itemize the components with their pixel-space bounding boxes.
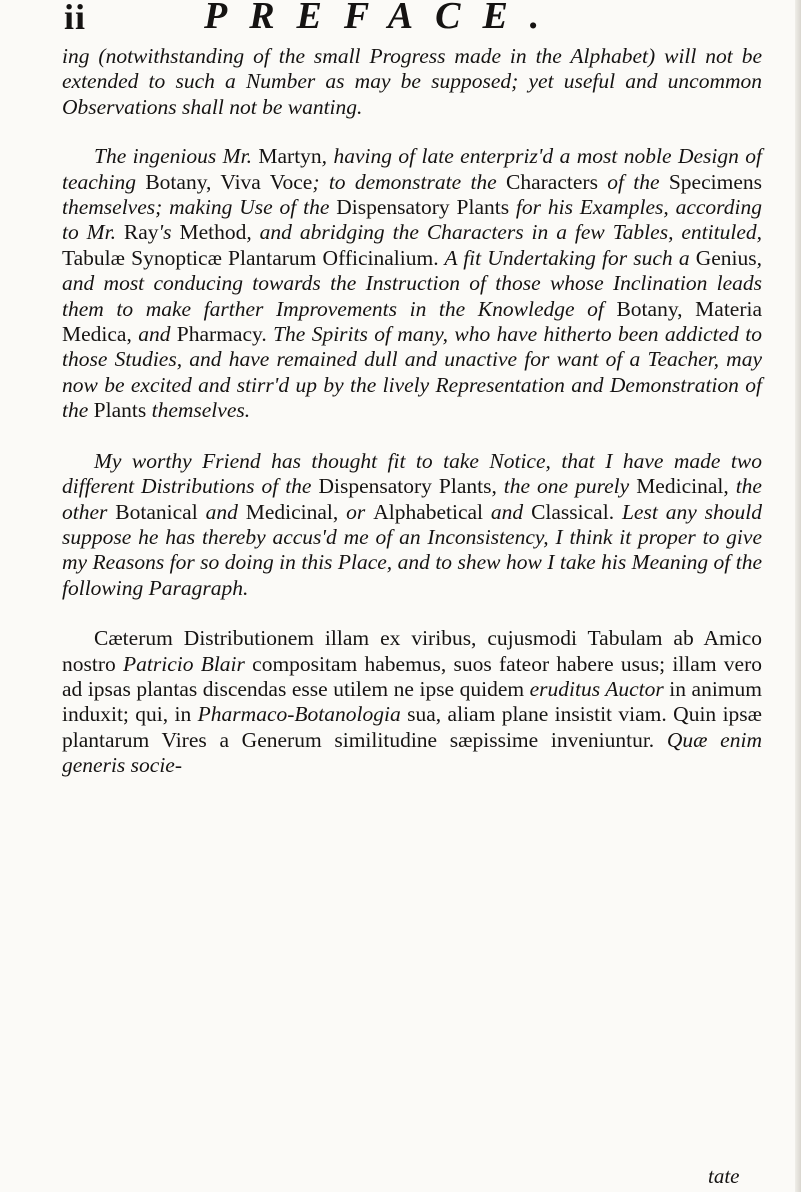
running-title: PREFACE.	[204, 0, 562, 37]
page-header	[64, 0, 764, 40]
catchword: tate	[708, 1164, 740, 1188]
page-number: ii	[64, 0, 87, 37]
paragraph-4: Cæterum Distributionem illam ex viribus, cujusmodi Tabulam ab Amico nostro Patricio Blair compositam habemus, suos fateor habere usus; illam vero ad ipsas plantas discendas esse utilem ne ipse quidem eruditus Auctor in animum induxit; qui, in Pharmaco-Botanologia sua, aliam plane insistit viam. Quin ipsæ plantarum Vires a Generum similitudine sæpissime inveniuntur. Quæ enim generis socie-	[62, 626, 763, 778]
body-text	[62, 44, 762, 779]
paragraph-3: My worthy Friend has thought fit to take Notice, that I have made two different Distributions of the Dispensatory Plants, the one purely Medicinal, the other Botanical and Medicinal, or Alphabetical and Classical. Lest any should suppose he has thereby accus'd me of an Inconsistency, I think it proper to give my Reasons for so doing in this Place, and to shew how I take his Meaning of the following Paragraph.	[62, 448, 762, 600]
paragraph-1: ing (notwithstanding of the small Progress made in the Alphabet) will not be extended to such a Number as may be supposed; yet useful and uncommon Observations shall not be wanting.	[62, 44, 762, 119]
page-edge	[795, 0, 801, 1192]
paragraph-2: The ingenious Mr. Martyn, having of late enterpriz'd a most noble Design of teaching Botany, Viva Voce; to demonstrate the Characters of the Specimens themselves; making Use of the Dispensatory Plants for his Examples, according to Mr. Ray's Method, and abridging the Characters in a few Tables, entituled, Tabulæ Synopticæ Plantarum Officinalium. A fit Undertaking for such a Genius, and most conducing towards the Instruction of those whose Inclination leads them to make farther Improvements in the Knowledge of Botany, Materia Medica, and Pharmacy. The Spirits of many, who have hitherto been addicted to those Studies, and have remained dull and unactive for want of a Teacher, may now be excited and stirr'd up by the lively Representation and Demonstration of the Plants themselves.	[62, 144, 763, 423]
